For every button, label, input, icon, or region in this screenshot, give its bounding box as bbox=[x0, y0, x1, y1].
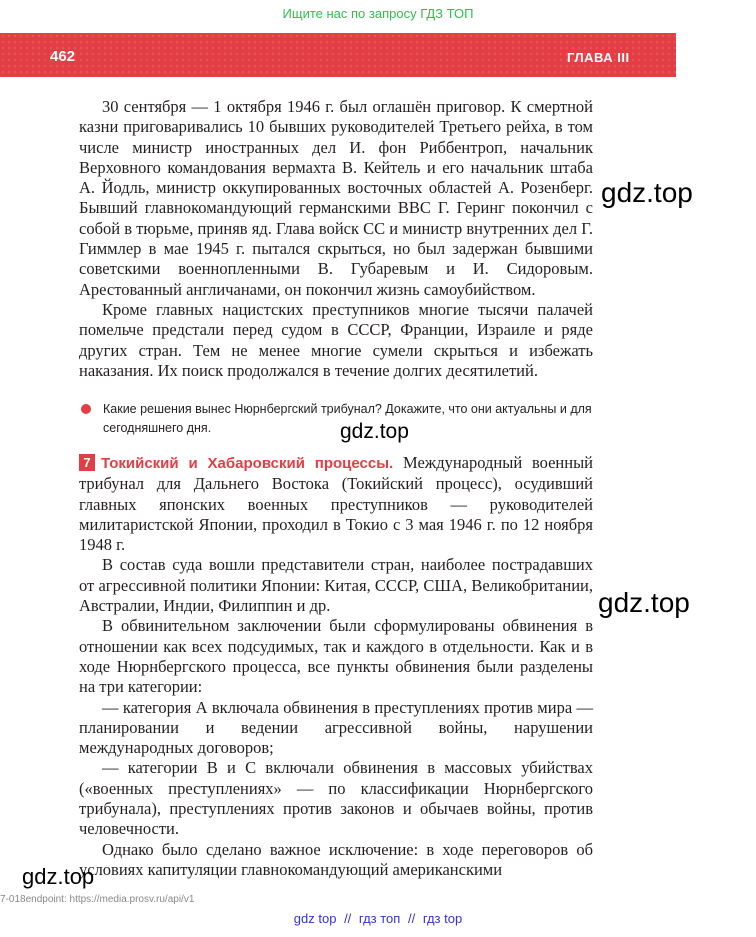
paragraph: Однако было сделано важное исключение: в ходе переговоров об условиях капитуляции главнокомандующий американскими bbox=[79, 839, 593, 879]
question-bullet-icon bbox=[81, 404, 91, 414]
paragraph: 30 сентября — 1 октября 1946 г. был оглашён приговор. К смертной казни приговаривались 10 бывших руководителей Третьего рейха, в том числе министр иностранных дел И. фон Риббентроп, начальник Верховного командования вермахта В. Кейтель и его начальник штаба А. Йодль, министр оккупированных восточных областей А. Розенберг. Бывший главнокомандующий германскими ВВС Г. Геринг покончил с собой в тюрьме, приняв яд. Глава войск СС и министр внутренних дел Г. Гиммлер в мае 1945 г. пытался скрыться, но был задержан бывшими советскими военнопленными В. Губаревым и И. Сидоровым. Арестованный англичанами, он покончил жизнь самоубийством. bbox=[79, 97, 593, 299]
section-title: Токийский и Хабаровский процессы. bbox=[101, 455, 394, 472]
chapter-label: ГЛАВА III bbox=[567, 50, 630, 65]
footer-links bbox=[0, 911, 756, 926]
paragraph: — категория А включала обвинения в преступлениях против мира — планировании и ведении агрессивной войны, нарушении международных договоров; bbox=[79, 697, 593, 758]
footer-separator: // bbox=[344, 911, 352, 926]
paragraph: — категории В и С включали обвинения в массовых убийствах («военных преступлениях» — по классификации Нюрнбергского трибунала), преступлениях против законов и обычаев войны, против человечности. bbox=[79, 758, 593, 839]
paragraph: В состав суда вошли представители стран, наиболее пострадавших от агрессивной политики Японии: Китая, СССР, США, Великобритании, Австралии, Индии, Филиппин и др. bbox=[79, 555, 593, 616]
watermark: gdz.top bbox=[601, 177, 693, 208]
top-banner: Ищите нас по запросу ГДЗ ТОП bbox=[282, 6, 474, 21]
body-text-part-1 bbox=[79, 97, 593, 381]
paragraph: В обвинительном заключении были сформулированы обвинения в отношении как всех подсудимых, так и каждого в отдельности. Как и в ходе Нюрнбергского процесса, все пункты обвинения были разделены на три категории: bbox=[79, 616, 593, 697]
url-strip: 7-018endpoint: https://media.prosv.ru/api/v1 bbox=[0, 894, 195, 905]
watermark: gdz.top bbox=[22, 864, 95, 889]
section-intro: Международный военный трибунал для Дальнего Востока (Токийский процесс), осудивший главных японских военных преступников — руководителей милитаристской Японии, проходил в Токио с 3 мая 1946 г. по 12 ноября 1948 г. bbox=[79, 453, 593, 555]
watermark: gdz.top bbox=[340, 420, 409, 443]
page-number: 462 bbox=[50, 48, 76, 65]
footer-separator: // bbox=[407, 911, 416, 926]
section-heading-paragraph bbox=[79, 453, 593, 555]
watermark: gdz.top bbox=[598, 587, 690, 618]
paragraph: Кроме главных нацистских преступников многие тысячи палачей помельче предстали перед судом в СССР, Франции, Израиле и ряде других стран. Тем не менее многие сумели скрыться и избежать наказания. Их поиск продолжался в течение долгих десятилетий. bbox=[79, 299, 593, 380]
section-number-badge: 7 bbox=[79, 454, 95, 471]
question-text: Какие решения вынес Нюрнбергский трибунал? Докажите, что они актуальны и для сегодняшнего дня. bbox=[103, 402, 592, 435]
review-question bbox=[79, 400, 593, 438]
footer-link[interactable]: гдз топ bbox=[358, 911, 401, 926]
body-text-part-2 bbox=[79, 453, 593, 880]
footer-link[interactable]: gdz top bbox=[293, 911, 337, 926]
footer-link[interactable]: гдз top bbox=[422, 911, 463, 926]
